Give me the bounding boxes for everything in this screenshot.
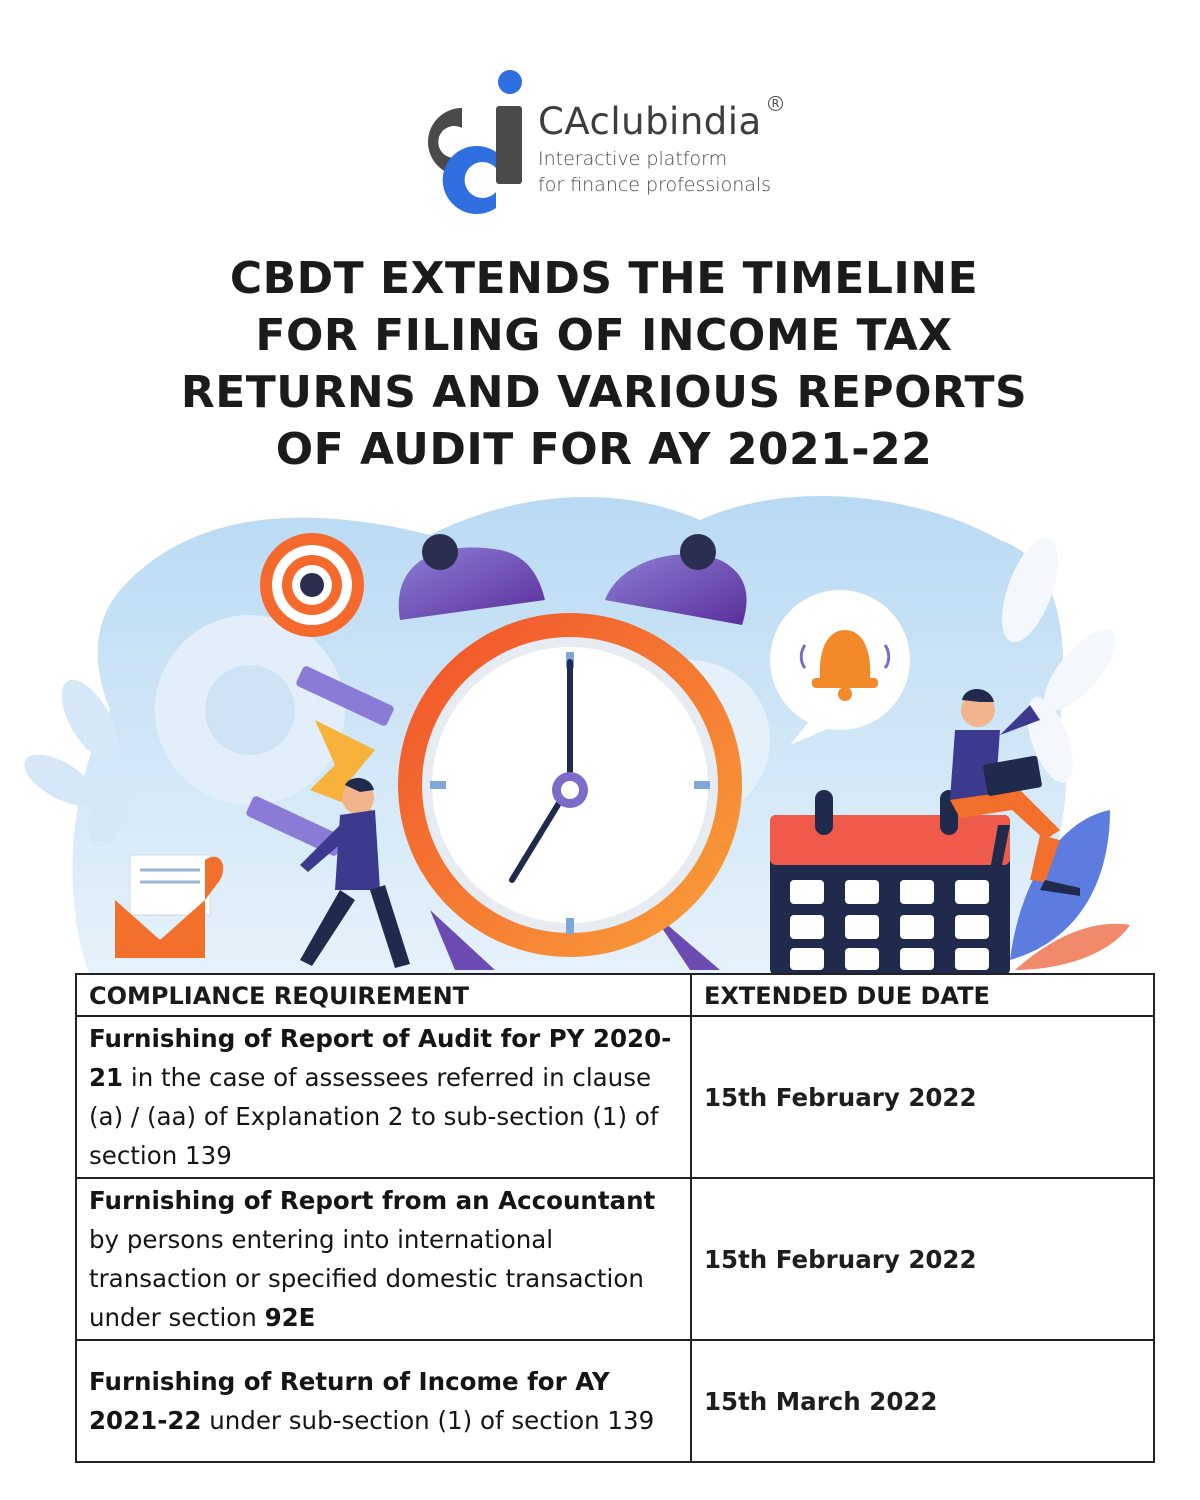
due-date-cell: 15th March 2022 — [691, 1340, 1154, 1462]
calendar-icon — [770, 790, 1010, 975]
table-header-row — [76, 974, 1154, 1016]
deadline-illustration — [0, 480, 1200, 975]
requirement-bold: Furnishing of Return of Income for AY 2021-22 — [89, 1367, 610, 1435]
compliance-table — [75, 973, 1155, 1463]
cci-logo-icon — [410, 68, 530, 218]
requirement-bold-end: 92E — [264, 1303, 316, 1332]
requirement-cell — [76, 1340, 691, 1462]
table-row — [76, 1340, 1154, 1462]
requirement-cell — [76, 1016, 691, 1178]
logo-name: CAclubindia — [538, 100, 762, 143]
due-date-cell: 15th February 2022 — [691, 1178, 1154, 1340]
title-line-4: OF AUDIT FOR AY 2021-22 — [275, 424, 933, 475]
due-date-cell: 15th February 2022 — [691, 1016, 1154, 1178]
alarm-clock-icon — [398, 613, 742, 957]
target-icon — [260, 533, 364, 637]
requirement-bold: Furnishing of Report from an Accountant — [89, 1186, 656, 1215]
requirement-text: under sub-section (1) of section 139 — [201, 1406, 655, 1435]
table-row — [76, 1016, 1154, 1178]
logo-tagline-line1: Interactive platform — [538, 148, 728, 170]
logo — [410, 68, 830, 218]
logo-tagline-line2: for finance professionals — [538, 174, 772, 196]
requirement-cell — [76, 1178, 691, 1340]
table-row — [76, 1178, 1154, 1340]
requirement-bold: Furnishing of Report of Audit for PY 2020-21 — [89, 1024, 672, 1092]
title-line-3: RETURNS AND VARIOUS REPORTS — [180, 367, 1028, 418]
requirement-text: by persons entering into international transaction or specified domestic transaction under section — [89, 1225, 644, 1332]
page-title — [100, 250, 1108, 478]
registered-mark: R — [768, 96, 783, 111]
requirement-text: in the case of assessees referred in clause (a) / (aa) of Explanation 2 to sub-section (1) of section 139 — [89, 1063, 659, 1170]
title-line-2: FOR FILING OF INCOME TAX — [255, 310, 953, 361]
header-compliance-requirement: COMPLIANCE REQUIREMENT — [76, 974, 691, 1016]
title-line-1: CBDT EXTENDS THE TIMELINE — [229, 253, 979, 304]
header-extended-due-date: EXTENDED DUE DATE — [691, 974, 1154, 1016]
